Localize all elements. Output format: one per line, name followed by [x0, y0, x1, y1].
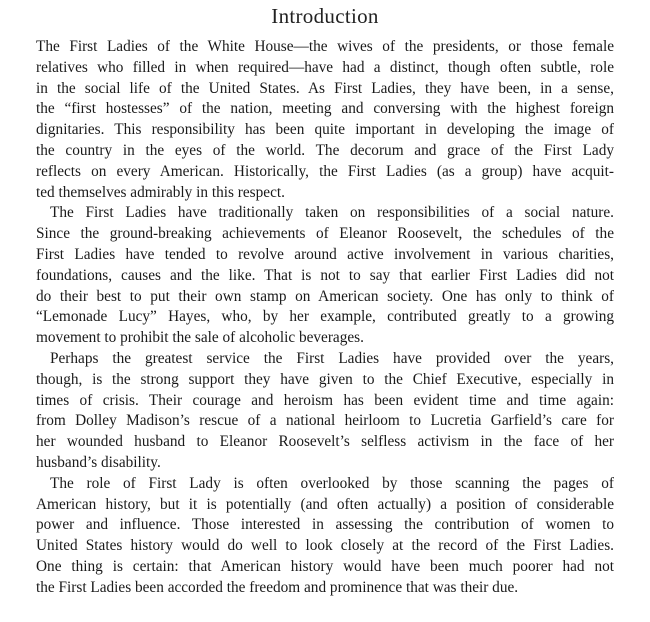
- text-line: First Ladies have tended to revolve around active involvement in various charities,: [36, 245, 614, 263]
- text-line: The First Ladies have traditionally taken on responsibilities of a social nature.: [50, 204, 614, 222]
- text-line: from Dolley Madison’s rescue of a national heirloom to Lucretia Garfield’s care for: [36, 412, 614, 430]
- text-line: the “first hostesses” of the nation, meeting and conversing with the highest foreign: [36, 100, 614, 118]
- paragraph: [36, 349, 614, 474]
- text-line: dignitaries. This responsibility has been quite important in developing the image of: [36, 121, 614, 139]
- text-line: the First Ladies been accorded the freedom and prominence that was their due.: [36, 578, 519, 596]
- text-line: “Lemonade Lucy” Hayes, who, by her example, contributed greatly to a growing: [36, 308, 614, 326]
- text-line: Perhaps the greatest service the First Ladies have provided over the years,: [50, 349, 614, 367]
- text-line: Since the ground-breaking achievements of Eleanor Roosevelt, the schedules of the: [36, 225, 614, 243]
- text-line: though, is the strong support they have given to the Chief Executive, especially in: [36, 370, 614, 388]
- text-line: in the social life of the United States. As First Ladies, they have been, in a sense,: [36, 79, 614, 97]
- text-line: power and influence. Those interested in assessing the contribution of women to: [36, 516, 614, 534]
- text-line: The role of First Lady is often overlooked by those scanning the pages of: [50, 474, 614, 492]
- text-line: her wounded husband to Eleanor Roosevelt’s selfless activism in the face of her: [36, 433, 614, 451]
- paragraph: [36, 203, 614, 349]
- text-line: times of crisis. Their courage and heroism has been evident time and time again:: [36, 391, 614, 409]
- text-line: foundations, causes and the like. That is not to say that earlier First Ladies did not: [36, 266, 614, 284]
- text-line: United States history would do well to look closely at the record of the First Ladies.: [36, 537, 614, 555]
- text-line: American history, but it is potentially (and often actually) a position of considerable: [36, 495, 614, 513]
- text-line: relatives who filled in when required—have had a distinct, though often subtle, role: [36, 58, 614, 76]
- text-line: the country in the eyes of the world. The decorum and grace of the First Lady: [36, 141, 614, 159]
- text-line: ted themselves admirably in this respect.: [36, 183, 285, 201]
- paragraph: [36, 37, 614, 203]
- document-body: [36, 37, 614, 599]
- text-line: do their best to put their own stamp on American society. One has only to think of: [36, 287, 614, 305]
- page-title: Introduction: [271, 4, 379, 28]
- text-line: movement to prohibit the sale of alcoholic beverages.: [36, 329, 364, 347]
- text-line: husband’s disability.: [36, 453, 161, 471]
- text-line: reflects on every American. Historically, the First Ladies (as a group) have acquit-: [36, 162, 614, 180]
- text-line: The First Ladies of the White House—the wives of the presidents, or those female: [36, 38, 614, 55]
- paragraph: [36, 474, 614, 599]
- text-line: One thing is certain: that American history would have been much poorer had not: [36, 557, 614, 575]
